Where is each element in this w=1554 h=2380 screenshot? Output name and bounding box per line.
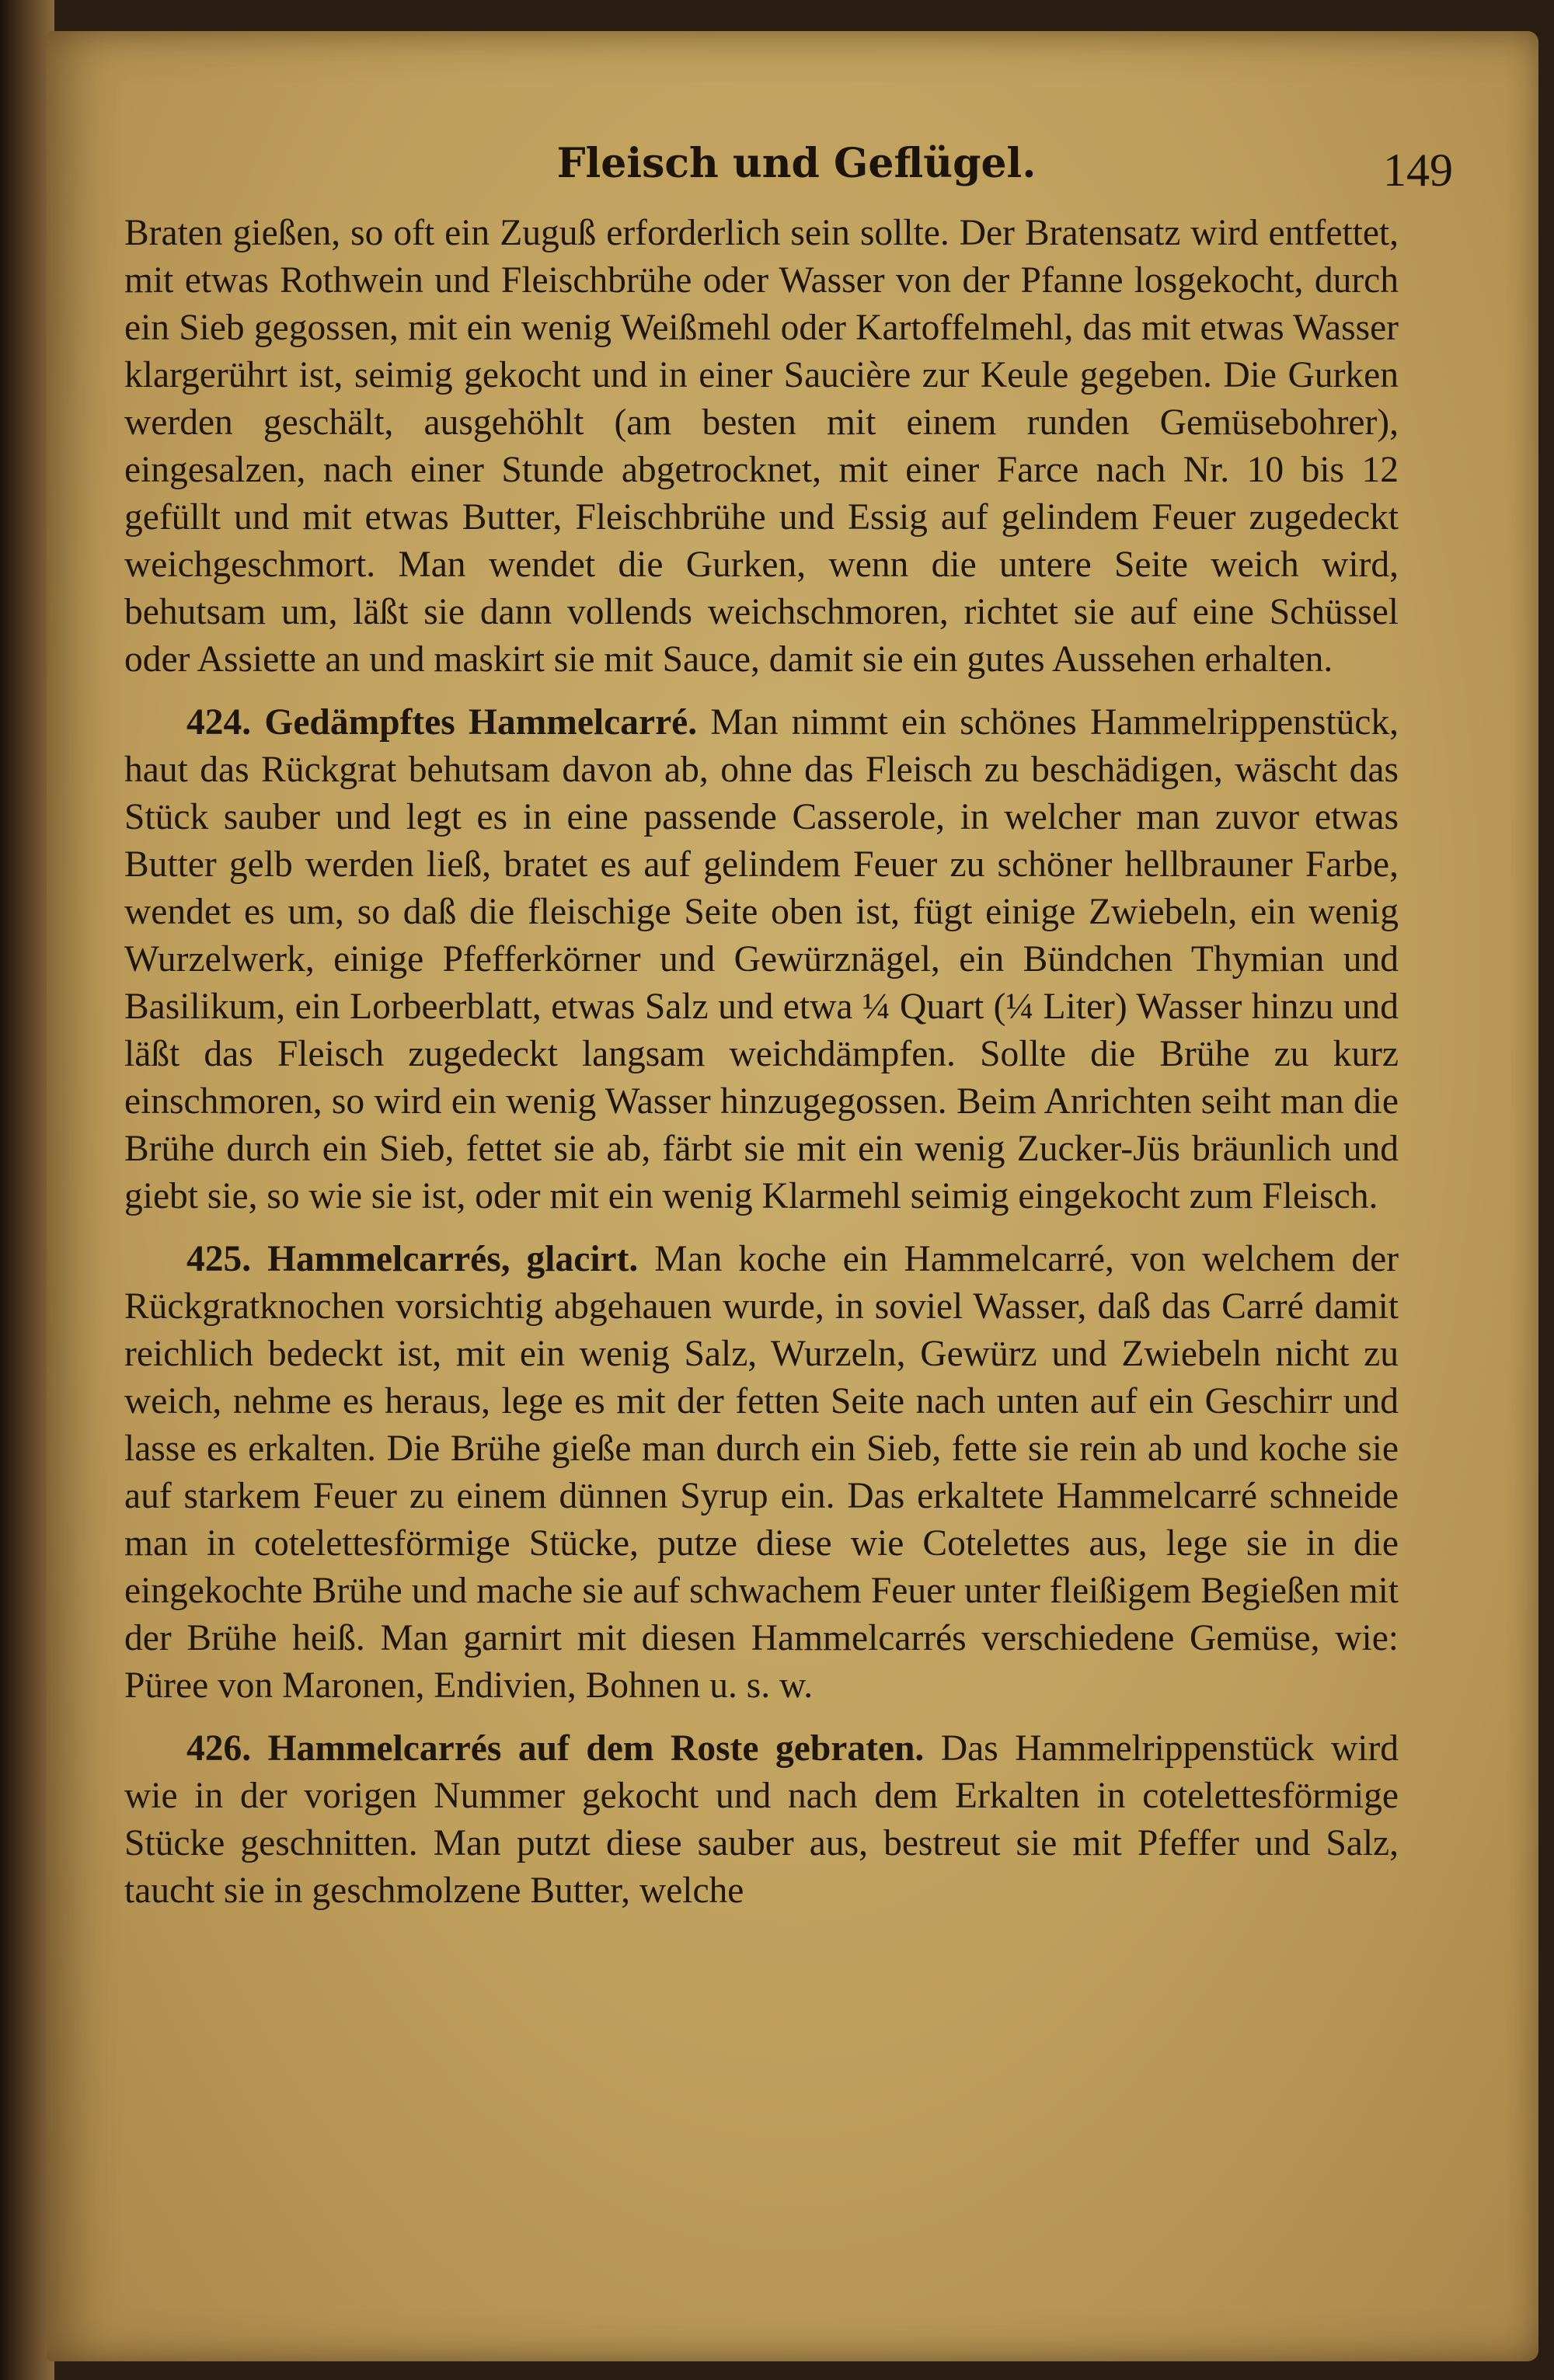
recipe-426	[124, 1725, 1399, 1915]
page-number: 149	[1383, 144, 1453, 196]
paragraph-continuation: Braten gießen, so oft ein Zuguß erforderlich sein sollte. Der Bratensatz wird entfettet, mit etwas Rothwein und Fleischbrühe oder Wasser von der Pfanne losgekocht, durch ein Sieb gegossen, mit ein wenig Weißmehl oder Kartoffelmehl, das mit etwas Wasser klargerührt ist, seimig gekocht und in einer Saucière zur Keule gegeben. Die Gurken werden geschält, ausgehöhlt (am besten mit einem runden Gemüsebohrer), eingesalzen, nach einer Stunde abgetrocknet, mit einer Farce nach Nr. 10 bis 12 gefüllt und mit etwas Butter, Fleischbrühe und Essig auf gelindem Feuer zugedeckt weichgeschmort. Man wendet die Gurken, wenn die untere Seite weich wird, behutsam um, läßt sie dann vollends weichschmoren, richtet sie auf eine Schüssel oder Assiette an und maskirt sie mit Sauce, damit sie ein gutes Aussehen erhalten.	[124, 213, 1399, 680]
page-header	[140, 109, 1453, 194]
recipe-424	[124, 699, 1399, 1220]
running-title: Fleisch und Geflügel.	[556, 140, 1037, 187]
recipe-text: Das Hammelrippenstück wird wie in der vorigen Nummer gekocht und nach dem Erkalten in cotelettesförmige Stücke geschnitten. Man putzt diese sauber aus, bestreut sie mit Pfeffer und Salz, taucht sie in geschmolzene Butter, welche	[124, 1728, 1399, 1911]
recipe-425	[124, 1236, 1399, 1710]
recipe-text: Man koche ein Hammelcarré, von welchem der Rückgratknochen vorsichtig abgehauen wurde, in soviel Wasser, daß das Carré damit reichlich bedeckt ist, mit ein wenig Salz, Wurzeln, Gewürz und Zwiebeln nicht zu weich, nehme es heraus, lege es mit der fetten Seite nach unten auf ein Geschirr und lasse es erkalten. Die Brühe gieße man durch ein Sieb, fette sie rein ab und koche sie auf starkem Feuer zu einem dünnen Syrup ein. Das erkaltete Hammelcarré schneide man in cotelettesförmige Stücke, putze diese wie Cotelettes aus, lege sie in die eingekochte Brühe und mache sie auf schwachem Feuer unter fleißigem Begießen mit der Brühe heiß. Man garnirt mit diesen Hammelcarrés verschiedene Gemüse, wie: Püree von Maronen, Endivien, Bohnen u. s. w.	[124, 1239, 1399, 1706]
recipe-number: 426.	[186, 1728, 252, 1769]
recipe-text: Man nimmt ein schönes Hammelrippenstück, haut das Rückgrat behutsam davon ab, ohne das Fleisch zu beschädigen, wäscht das Stück sauber und legt es in eine passende Casserole, in welcher man zuvor etwas Butter gelb werden ließ, bratet es auf gelindem Feuer zu schöner hellbrauner Farbe, wendet es um, so daß die fleischige Seite oben ist, fügt einige Zwiebeln, ein wenig Wurzelwerk, einige Pfefferkörner und Gewürznägel, ein Bündchen Thymian und Basilikum, ein Lorbeerblatt, etwas Salz und etwa ¼ Quart (¼ Liter) Wasser hinzu und läßt das Fleisch zugedeckt langsam weichdämpfen. Sollte die Brühe zu kurz einschmoren, so wird ein wenig Wasser hinzugegossen. Beim Anrichten seiht man die Brühe durch ein Sieb, fettet sie ab, färbt sie mit ein wenig Zucker-Jüs bräunlich und giebt sie, so wie sie ist, oder mit ein wenig Klarmehl seimig eingekocht zum Fleisch.	[124, 702, 1399, 1216]
recipe-number: 424.	[186, 702, 252, 743]
recipe-title: Hammelcarrés auf dem Roste gebraten.	[267, 1728, 925, 1769]
recipe-title: Hammelcarrés, glacirt.	[267, 1239, 639, 1279]
recipe-number: 425.	[186, 1239, 252, 1279]
recipe-title: Gedämpftes Hammelcarré.	[264, 702, 698, 743]
page-body	[124, 210, 1399, 1915]
